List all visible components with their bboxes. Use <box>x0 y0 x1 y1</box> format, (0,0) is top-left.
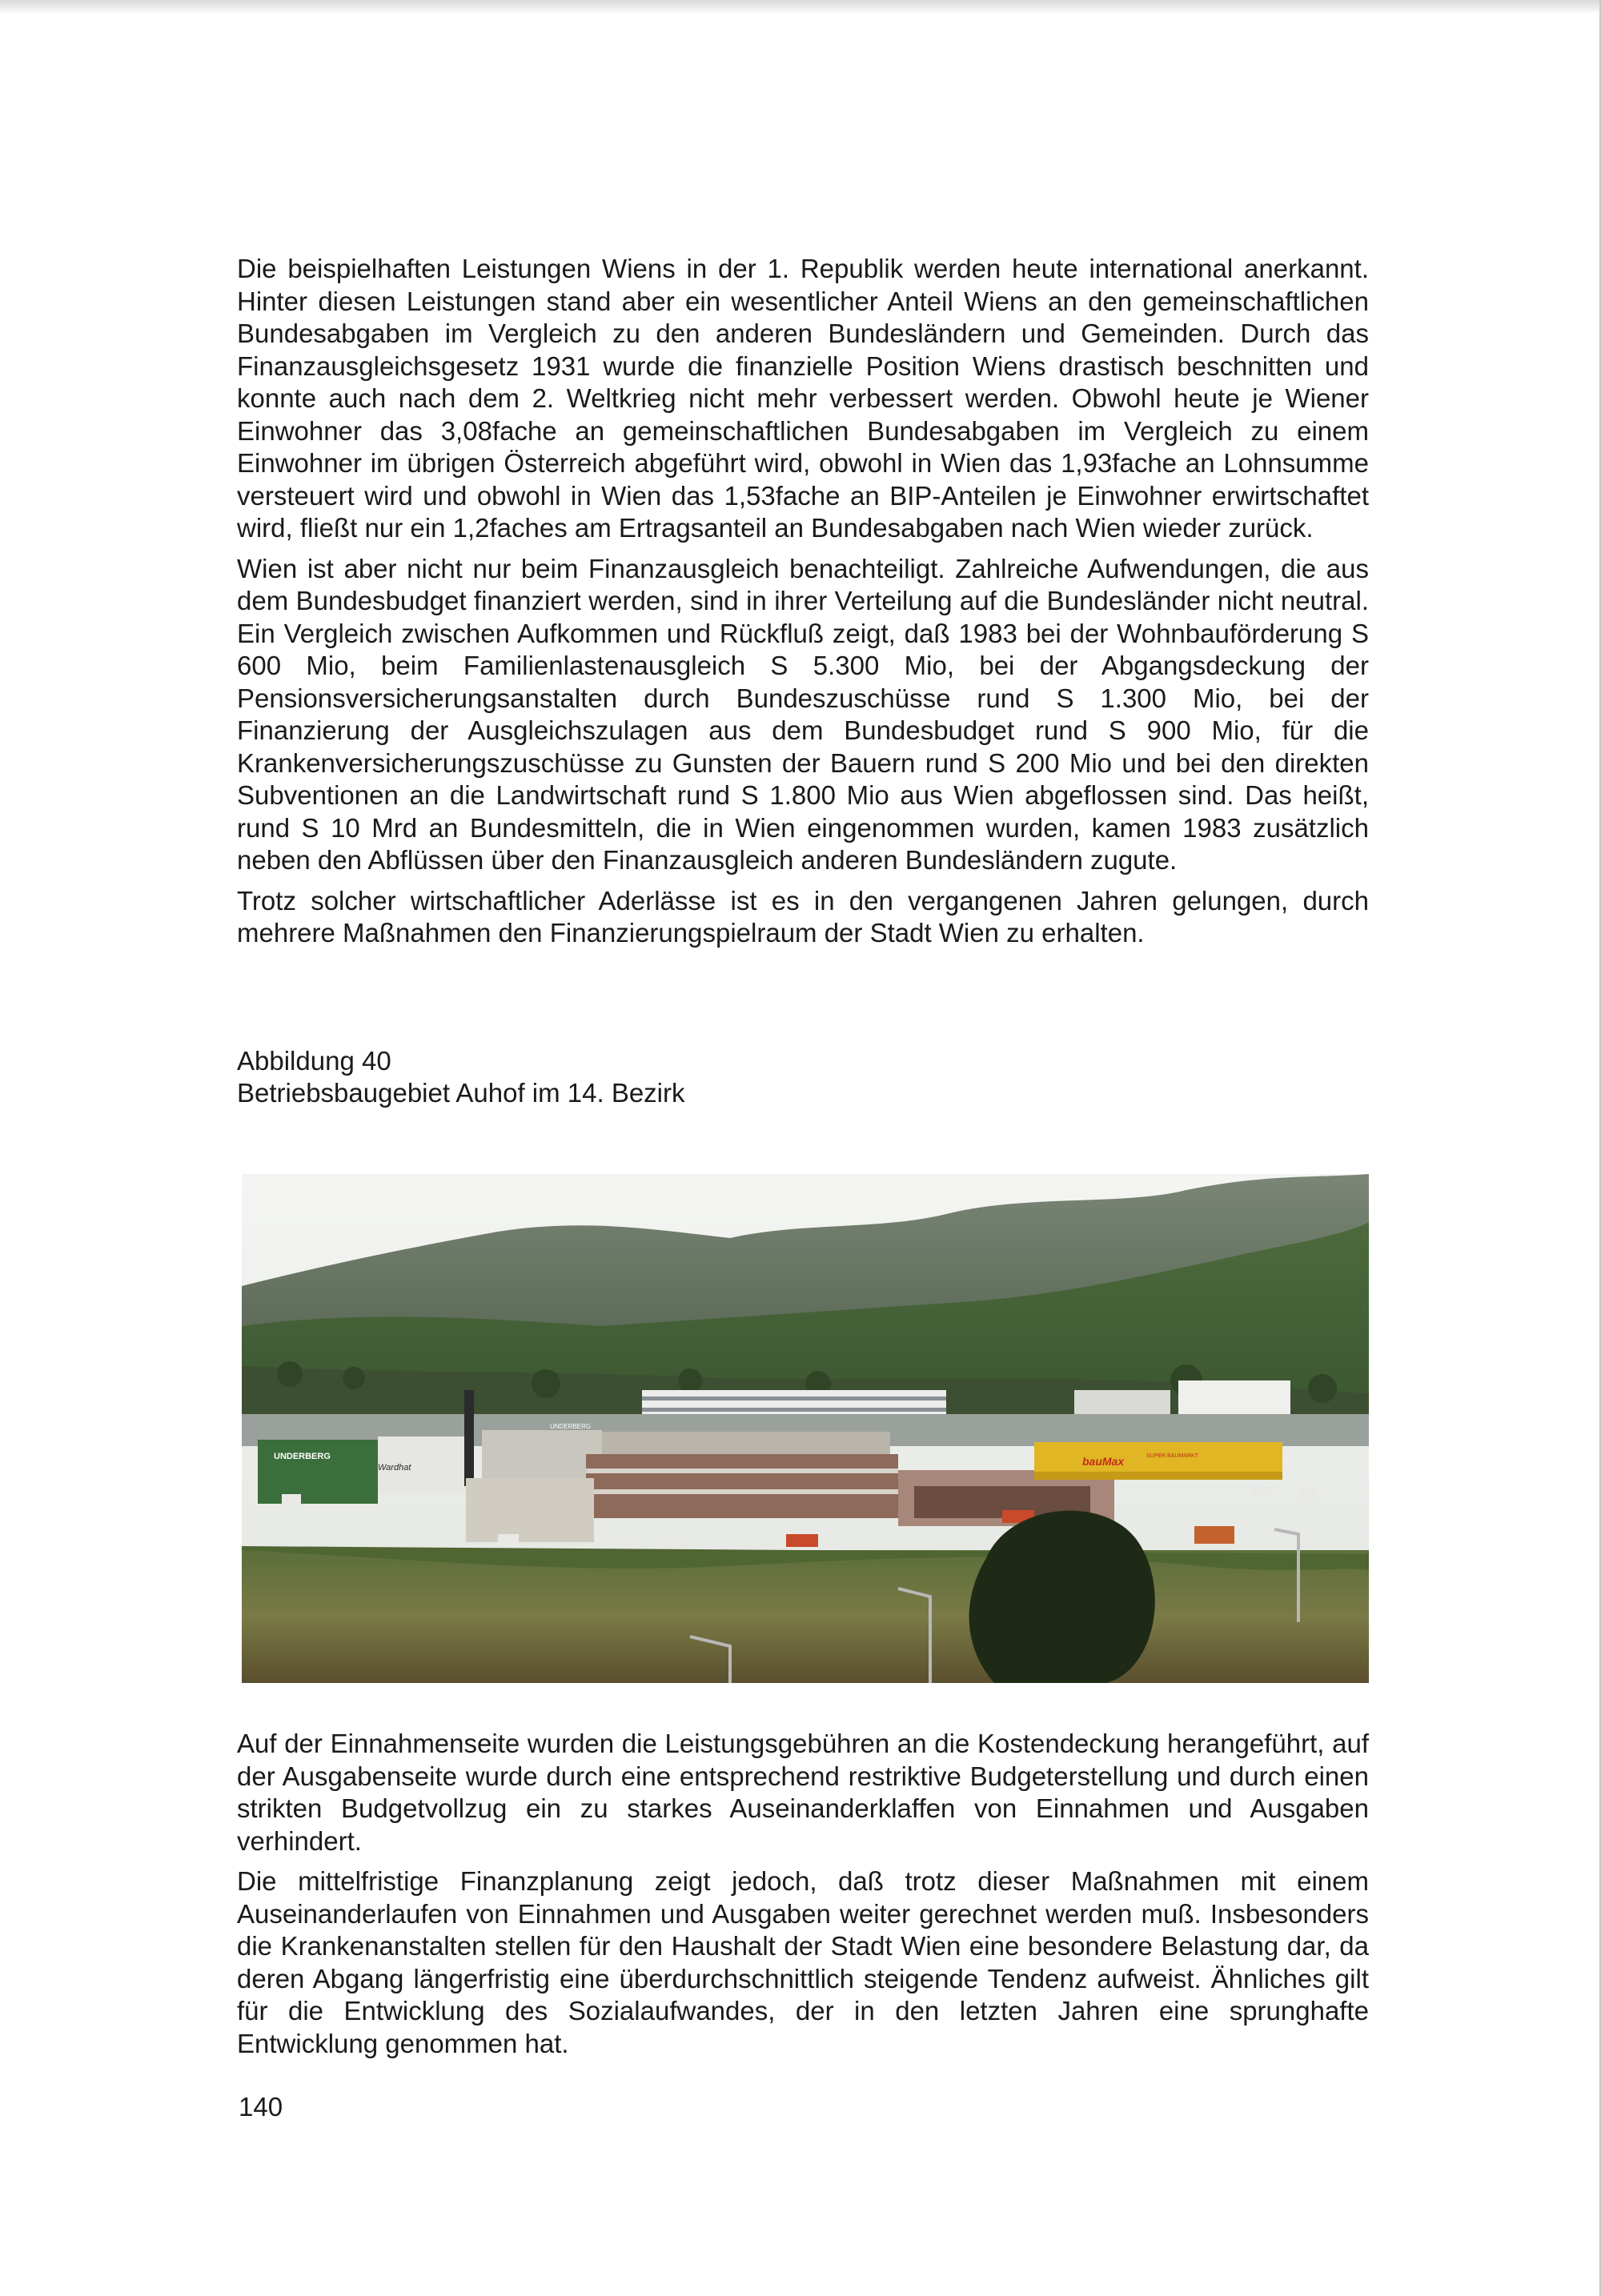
paragraph: Trotz solcher wirtschaftlicher Aderlässe ist es in den vergangenen Jahren gelungen, durch mehrere Maßnahmen den Finanzierungspielraum der Stadt Wien zu erhalten. <box>237 885 1369 948</box>
figure-caption <box>237 1045 685 1109</box>
sign-super-baumarkt: SUPER BAUMARKT <box>1146 1453 1198 1459</box>
sign-underberg-2: UNDERBERG <box>550 1423 592 1430</box>
paragraph: Die beispielhaften Leistungen Wiens in der 1. Republik werden heute international anerkannt. Hinter diesen Leistungen stand aber ein wesentlicher Anteil Wiens an den gemeinschaftlichen Bundesabgaben im Vergleich zu den anderen Bundesländern und Gemeinden. Durch das Finanzausgleichsgesetz 1931 wurde die finanzielle Position Wiens drastisch beschnitten und konnte auch nach dem 2. Weltkrieg nicht mehr verbessert werden. Obwohl heute je Wiener Einwohner das 3,08fache an gemeinschaftlichen Bundesabgaben im Vergleich zu einem Einwohner im übrigen Österreich abgeführt wird, obwohl in Wien das 1,93fache an Lohnsumme versteuert wird und obwohl in Wien das 1,53fache an BIP-Anteilen je Einwohner erwirtschaftet wird, fließt nur ein 1,2faches am Ertragsanteil an Bundesabgaben nach Wien wieder zurück. <box>237 254 1369 543</box>
page-number: 140 <box>239 2092 283 2122</box>
paragraph: Auf der Einnahmenseite wurden die Leistungsgebühren an die Kostendeckung herangeführt, auf der Ausgabenseite wurde durch eine entsprechend restriktive Budgeterstellung und durch einen strikten Budgetvollzug ein zu starkes Auseinanderklaffen von Einnahmen und Ausgaben verhindert. <box>237 1729 1369 1856</box>
figure-title: Betriebsbaugebiet Auhof im 14. Bezirk <box>237 1078 685 1108</box>
paragraph: Die mittelfristige Finanzplanung zeigt jedoch, daß trotz dieser Maßnahmen mit einem Auseinanderlaufen von Einnahmen und Ausgaben weiter gerechnet werden muß. Insbesonders die Krankenanstalten stellen für den Haushalt der Stadt Wien eine besondere Belastung dar, da deren Abgang längerfristig eine überdurchschnittlich steigende Tendenz aufweist. Ähnliches gilt für die Entwicklung des Sozialaufwandes, der in den letzten Jahren eine sprunghafte Entwicklung genommen hat. <box>237 1866 1369 2058</box>
sign-wardhat: Wardhat <box>378 1463 411 1473</box>
page-edge-top <box>0 0 1601 14</box>
body-text-bottom <box>237 1728 1369 2068</box>
body-text-top <box>237 253 1369 958</box>
photo-industrial-area <box>242 1174 1369 1683</box>
figure-label: Abbildung 40 <box>237 1046 391 1076</box>
paragraph: Wien ist aber nicht nur beim Finanzausgleich benachteiligt. Zahlreiche Aufwendungen, die aus dem Bundesbudget finanziert werden, sind in ihrer Verteilung auf die Bundesländer nicht neutral. Ein Vergleich zwischen Aufkommen und Rückfluß zeigt, daß 1983 bei der Wohnbauförderung S 600 Mio, beim Familienlastenausgleich S 5.300 Mio, bei der Abgangsdeckung der Pensionsversicherungsanstalten durch Bundeszuschüsse rund S 1.300 Mio, bei der Finanzierung der Ausgleichszulagen aus dem Bundesbudget rund S 900 Mio, für die Krankenversicherungszuschüsse zu Gunsten der Bauern rund S 200 Mio und bei den direkten Subventionen an die Landwirtschaft rund S 1.800 Mio aus Wien abgeflossen sind. Das heißt, rund S 10 Mrd an Bundesmitteln, die in Wien eingenommen wurden, kamen 1983 zusätzlich neben den Abflüssen über den Finanzausgleich anderen Bundesländern zugute. <box>237 553 1369 875</box>
sign-underberg-1: UNDERBERG <box>274 1452 331 1461</box>
sign-baumax: bauMax <box>1082 1455 1125 1468</box>
